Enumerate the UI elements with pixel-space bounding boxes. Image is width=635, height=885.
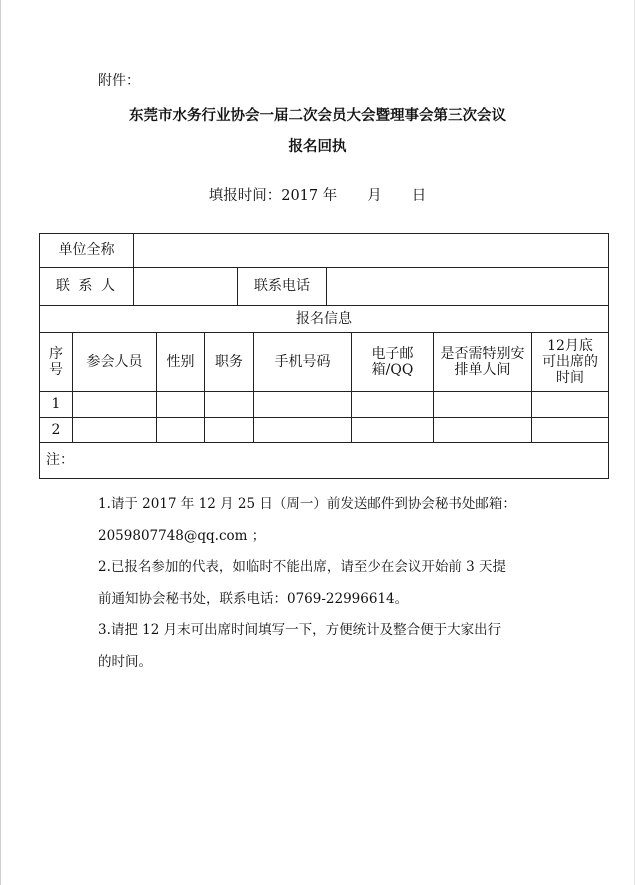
col-header-email: 电子邮箱/QQ xyxy=(371,345,414,378)
attendee-field[interactable] xyxy=(73,418,156,442)
position-field[interactable] xyxy=(205,418,253,442)
attendee-field[interactable] xyxy=(73,392,156,417)
position-field[interactable] xyxy=(205,392,253,417)
col-header-gender: 性别 xyxy=(166,353,195,370)
registration-form-table xyxy=(39,233,609,479)
instruction-line: 3.请把 12 月末可出席时间填写一下，方便统计及整合便于大家出行 xyxy=(98,622,502,638)
fill-date-prefix: 填报时间：2017 年 xyxy=(208,188,338,204)
col-header-position: 职务 xyxy=(215,353,243,370)
col-header-single-room: 是否需特别安排单人间 xyxy=(440,345,525,378)
document-title: 东莞市水务行业协会一届二次会员大会暨理事会第三次会议 xyxy=(129,108,506,124)
available-time-field[interactable] xyxy=(532,418,608,442)
fill-date-day: 日 xyxy=(411,188,427,204)
page-left-edge xyxy=(0,0,1,885)
attachment-label: 附件： xyxy=(98,73,140,89)
contact-phone-field[interactable] xyxy=(327,268,608,305)
available-time-field[interactable] xyxy=(532,392,608,417)
contact-phone-label: 联系电话 xyxy=(254,278,310,295)
instruction-line: 的时间。 xyxy=(98,653,152,670)
gender-field[interactable] xyxy=(157,392,204,417)
email-field[interactable] xyxy=(352,392,433,417)
gender-field[interactable] xyxy=(157,418,204,442)
row-number: 2 xyxy=(51,421,61,438)
unit-name-field[interactable] xyxy=(134,234,608,267)
single-room-field[interactable] xyxy=(434,418,531,442)
fill-date-month: 月 xyxy=(367,188,382,204)
mobile-field[interactable] xyxy=(254,392,351,417)
instruction-line: 1.请于 2017 年 12 月 25 日（周一）前发送邮件到协会秘书处邮箱： xyxy=(98,496,516,512)
contact-person-label: 联 系 人 xyxy=(56,278,117,295)
col-header-attendee: 参会人员 xyxy=(86,353,143,370)
email-field[interactable] xyxy=(352,418,433,442)
contact-person-field[interactable] xyxy=(134,268,237,305)
unit-name-label: 单位全称 xyxy=(58,242,115,259)
instruction-line: 2059807748@qq.com ； xyxy=(98,527,266,544)
col-header-mobile: 手机号码 xyxy=(274,353,331,370)
row-number: 1 xyxy=(51,396,61,413)
section-title: 报名信息 xyxy=(296,310,352,327)
instruction-line: 2.已报名参加的代表，如临时不能出席，请至少在会议开始前 3 天提 xyxy=(98,559,507,575)
mobile-field[interactable] xyxy=(254,418,351,442)
instruction-line: 前通知协会秘书处，联系电话：0769-22996614。 xyxy=(98,590,409,607)
single-room-field[interactable] xyxy=(434,392,531,417)
col-header-available-time: 12月底可出席的时间 xyxy=(542,337,598,387)
col-header-no: 序号 xyxy=(49,345,63,378)
note-label: 注： xyxy=(46,452,74,469)
document-subtitle: 报名回执 xyxy=(288,139,347,155)
instructions xyxy=(98,489,558,678)
fill-date-line xyxy=(0,184,635,205)
